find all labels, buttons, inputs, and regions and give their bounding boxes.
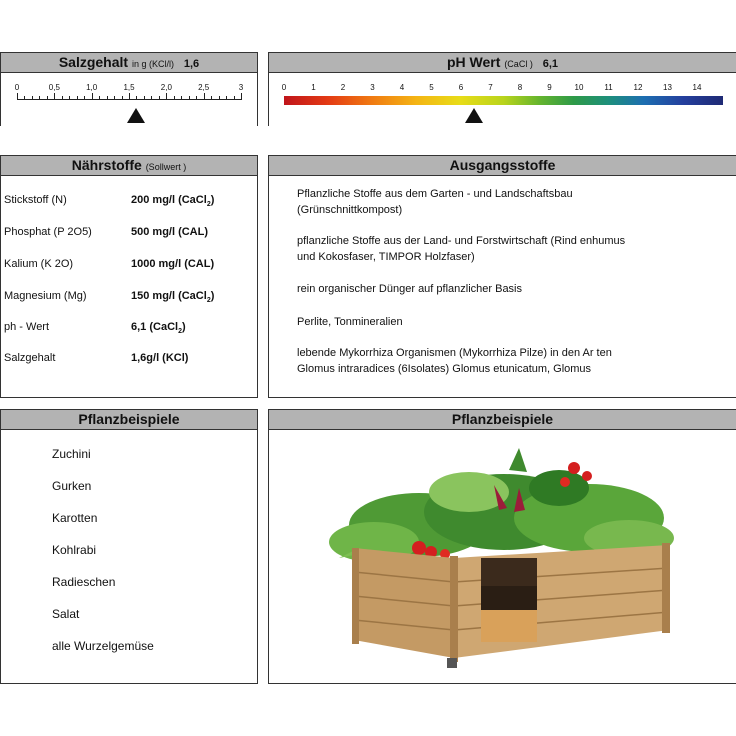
nutrient-name: Stickstoff (N) [4,194,67,206]
ausgangsstoffe-header [269,156,736,176]
salt-tick [84,96,85,100]
ph-scale-label: 12 [633,83,643,92]
nutrient-value-text: 150 mg/l (CaCl [131,290,207,302]
salt-unit: in g (KCl/l) [131,59,174,69]
plant-list-item: Kohlrabi [52,543,97,557]
nutrient-value [131,258,214,270]
salt-tick [62,96,63,100]
nutrient-value [131,352,188,364]
salt-tick [204,93,205,100]
salt-scale-label: 0,5 [48,83,60,92]
pflanzbeispiele-image-header [269,410,736,430]
nutrient-name: Phosphat (P 2O5) [4,226,92,238]
ph-scale-label: 13 [663,83,672,92]
salt-tick [136,96,137,100]
salt-tick [32,96,33,100]
salt-tick [226,96,227,100]
nutrient-value-subscript: 2 [206,297,211,305]
salt-tick [107,96,108,100]
pflanzbeispiele-image-title: Pflanzbeispiele [451,411,554,427]
nutrient-value-text: 200 mg/l (CaCl [131,194,207,206]
ph-color-bar [284,96,723,105]
salt-tick [234,96,235,100]
ph-panel [268,52,736,126]
pflanzbeispiele-list-title: Pflanzbeispiele [78,411,180,427]
naehrstoffe-subtitle: (Sollwert ) [145,162,187,172]
ausgangsstoff-item: Perlite, Tonmineralien [297,316,403,328]
salt-tick [39,96,40,100]
salt-scale-label: 3 [238,83,244,92]
pflanzbeispiele-list-panel [0,409,258,684]
nutrient-name: ph - Wert [4,321,50,333]
salt-value: 1,6 [183,58,200,70]
nutrient-value-close: ) [181,321,186,333]
salt-tick [17,93,18,100]
plant-list-item: Karotten [52,511,98,525]
ausgangsstoffe-panel [268,155,736,398]
salt-tick [174,96,175,100]
salt-tick [24,96,25,100]
salt-tick [129,93,130,100]
salt-panel [0,52,258,126]
naehrstoffe-title: Nährstoffe [71,157,142,173]
plant-list-item: Zuchini [52,447,91,461]
ph-scale-label: 8 [517,83,523,92]
salt-tick [241,93,242,100]
ausgangsstoff-item: Pflanzliche Stoffe aus dem Garten - und Landschaftsbau (Grünschnittkompost) [297,188,573,216]
salt-tick [92,93,93,100]
salt-tick [69,96,70,100]
plant-list-item: Gurken [52,479,92,493]
ph-marker [465,108,483,123]
pflanzbeispiele-image-panel [268,409,736,684]
salt-tick [189,96,190,100]
salt-scale-label: 1,0 [86,83,98,92]
nutrient-name: Magnesium (Mg) [4,290,87,302]
foliage [329,448,674,562]
ausgangsstoff-item: pflanzliche Stoffe aus der Land- und Forstwirtschaft (Rind enhumus und Kokosfaser, TIMPOR Holzfaser) [297,235,626,263]
nutrient-value [131,290,214,304]
ph-scale-label: 3 [370,83,375,92]
ph-scale-label: 14 [692,83,702,92]
nutrient-name: Kalium (K 2O) [4,258,74,270]
naehrstoffe-panel [0,155,258,398]
salt-tick [54,93,55,100]
nutrient-value [131,194,214,208]
salt-tick [181,96,182,100]
plant-list-item: alle Wurzelgemüse [52,639,154,653]
nutrient-value [131,226,208,238]
salt-tick [47,96,48,100]
salt-tick [219,96,220,100]
plant-list-item: Salat [52,607,80,621]
pflanzbeispiele-list-header [1,410,257,430]
salt-scale-label: 2,0 [160,83,172,92]
nutrient-value-close: ) [210,290,215,302]
ph-title: pH Wert [447,54,501,70]
salt-tick [151,96,152,100]
salt-tick [196,96,197,100]
salt-tick [122,96,123,100]
ph-unit: (CaCl ) [504,59,533,69]
salt-tick [211,96,212,100]
ausgangsstoff-item: lebende Mykorrhiza Organismen (Mykorrhiza Pilze) in den Ar ten Glomus intraradices (6Isolates) Glomus etunicatum, Glomus [297,347,612,375]
salt-scale-label: 2,5 [198,83,210,92]
salt-tick [99,96,100,100]
ausgangsstoff-item: rein organischer Dünger auf pflanzlicher Basis [297,283,523,295]
ph-scale-label: 9 [547,83,552,92]
ph-header [269,53,736,73]
ph-value: 6,1 [542,58,558,70]
ph-scale-label: 5 [429,83,434,92]
ph-scale-label: 4 [399,83,405,92]
nutrient-value-text: 1000 mg/l (CAL) [131,258,215,270]
salt-tick [144,96,145,100]
salt-scale-label: 0 [14,83,20,92]
ph-scale-label: 7 [488,83,493,92]
salt-tick [159,96,160,100]
nutrient-name: Salzgehalt [4,352,56,364]
salt-title: Salzgehalt [58,54,129,70]
salt-tick [166,93,167,100]
salt-tick [114,96,115,100]
nutrient-value [131,321,186,335]
naehrstoffe-header [1,156,257,176]
nutrient-value-subscript: 2 [206,201,211,209]
nutrient-value-close: ) [210,194,215,206]
nutrient-value-text: 6,1 (CaCl [131,321,179,333]
salt-marker [127,108,145,123]
ph-scale-label: 2 [340,83,346,92]
wooden-box [352,543,670,668]
nutrient-value-text: 500 mg/l (CAL) [131,226,209,238]
raised-bed-image [269,430,735,684]
salt-tick [77,96,78,100]
ph-scale-label: 6 [458,83,464,92]
salt-scale-label: 1,5 [123,83,135,92]
nutrient-value-subscript: 2 [178,328,182,336]
ausgangsstoffe-title: Ausgangsstoffe [449,157,556,173]
ph-scale-label: 1 [311,83,316,92]
salt-header [1,53,257,73]
plant-list-item: Radieschen [52,575,116,589]
ph-scale-label: 0 [281,83,287,92]
ph-scale-label: 11 [604,83,613,92]
ph-scale-label: 10 [574,83,584,92]
nutrient-value-text: 1,6g/l (KCl) [131,352,189,364]
